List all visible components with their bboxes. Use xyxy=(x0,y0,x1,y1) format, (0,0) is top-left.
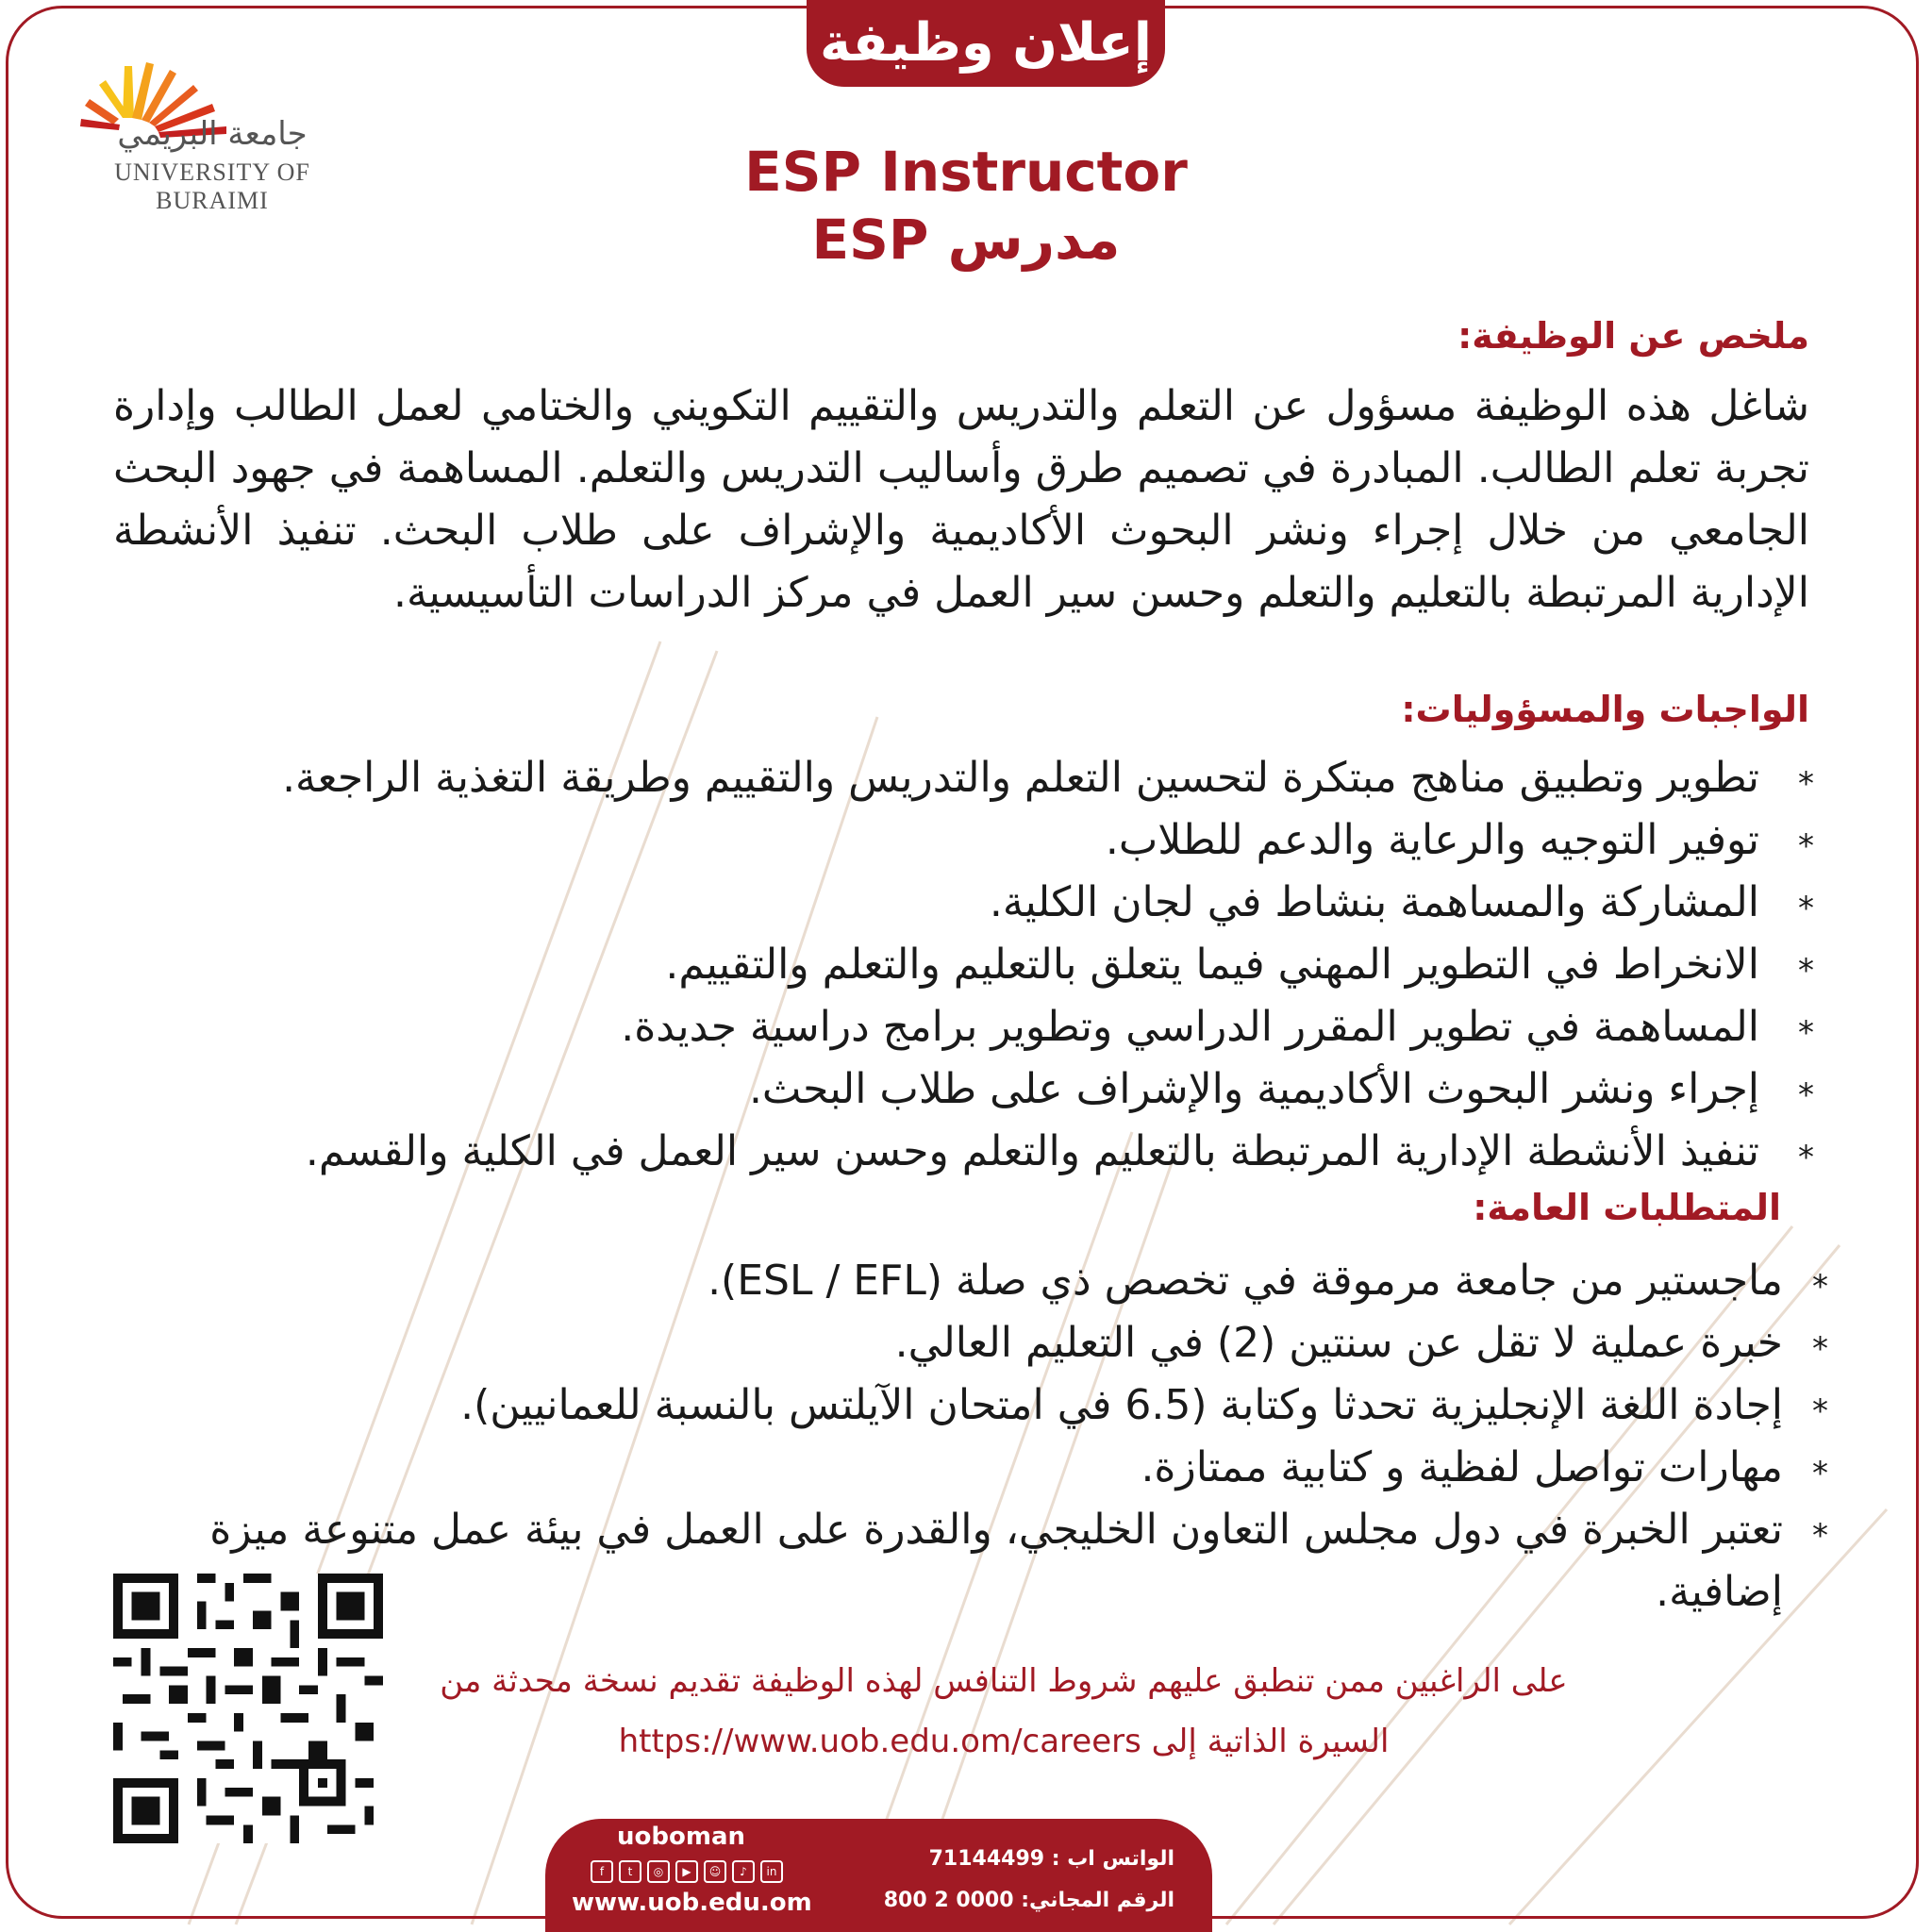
whatsapp-number: الواتس اب : 71144499 xyxy=(928,1847,1174,1871)
bullet-star-icon: * xyxy=(1812,1268,1828,1306)
tollfree-number: الرقم المجاني: 0000 2 800 xyxy=(883,1889,1174,1912)
job-announcement-badge: إعلان وظيفة xyxy=(807,0,1165,87)
careers-link[interactable]: السيرة الذاتية إلى https://www.uob.edu.om/careers xyxy=(618,1723,1390,1760)
bullet-star-icon: * xyxy=(1812,1392,1828,1430)
summary-text: شاغل هذه الوظيفة مسؤول عن التعلم والتدريس والتقييم التكويني والختامي لعمل الطالب وإدارة تجربة تعلم الطالب. المبادرة في تصميم طرق وأساليب التدريس والتعلم. المساهمة في جهود البحث الجامعي من خلال إجراء ونشر البحوث الأكاديمية والإشراف على طلاب البحث. تنفيذ الأنشطة الإدارية المرتبطة بالتعليم والتعلم وحسن سير العمل في مركز الدراسات التأسيسية. xyxy=(113,382,1809,617)
job-title-arabic: مدرس ESP xyxy=(811,208,1121,272)
bullet-star-icon: * xyxy=(1812,1455,1828,1492)
list-item: * خبرة عملية لا تقل عن سنتين (2) في التعليم العالي. xyxy=(108,1312,1828,1374)
tiktok-icon[interactable]: ♪ xyxy=(732,1860,755,1883)
job-title-english: ESP Instructor xyxy=(744,140,1188,204)
list-item: * مهارات تواصل لفظية و كتابية ممتازة. xyxy=(108,1437,1828,1499)
list-item: * تنفيذ الأنشطة الإدارية المرتبطة بالتعليم والتعلم وحسن سير العمل في الكلية والقسم. xyxy=(142,1121,1814,1183)
instagram-icon[interactable]: ◎ xyxy=(647,1860,670,1883)
list-item: * إجراء ونشر البحوث الأكاديمية والإشراف على طلاب البحث. xyxy=(142,1058,1814,1121)
social-icons xyxy=(591,1860,783,1883)
bullet-star-icon: * xyxy=(1812,1517,1828,1555)
list-item: * ماجستير من جامعة مرموقة في تخصص ذي صلة (ESL / EFL). xyxy=(108,1250,1828,1312)
social-handle[interactable]: uoboman xyxy=(617,1823,745,1851)
facebook-icon[interactable]: f xyxy=(591,1860,613,1883)
qr-code[interactable] xyxy=(113,1574,383,1843)
footer-website[interactable]: www.uob.edu.om xyxy=(572,1889,812,1917)
list-item: * توفير التوجيه والرعاية والدعم للطلاب. xyxy=(142,809,1814,872)
list-item: * الانخراط في التطوير المهني فيما يتعلق بالتعليم والتعلم والتقييم. xyxy=(142,934,1814,996)
youtube-icon[interactable]: ▶ xyxy=(675,1860,698,1883)
bullet-star-icon: * xyxy=(1798,1014,1814,1052)
snapchat-icon[interactable]: ☺ xyxy=(704,1860,726,1883)
list-item: * المساهمة في تطوير المقرر الدراسي وتطوير برامج دراسية جديدة. xyxy=(142,996,1814,1058)
logo-english-name: UNIVERSITY OF BURAIMI xyxy=(114,158,310,214)
duties-list xyxy=(142,747,1814,1183)
logo-arabic-name: جامعة البريمي xyxy=(117,115,308,153)
twitter-icon[interactable]: t xyxy=(619,1860,641,1883)
bullet-star-icon: * xyxy=(1798,1139,1814,1176)
bullet-star-icon: * xyxy=(1798,952,1814,990)
requirements-heading: المتطلبات العامة: xyxy=(1473,1187,1781,1228)
duties-heading: الواجبات والمسؤوليات: xyxy=(1401,689,1809,730)
summary-heading: ملخص عن الوظيفة: xyxy=(1457,315,1809,357)
bullet-star-icon: * xyxy=(1812,1330,1828,1368)
apply-instructions: على الراغبين ممن تنطبق عليهم شروط التنافس لهذه الوظيفة تقديم نسخة محدثة من xyxy=(440,1662,1568,1700)
bullet-star-icon: * xyxy=(1798,1076,1814,1114)
requirements-list xyxy=(108,1250,1828,1624)
list-item: * تطوير وتطبيق مناهج مبتكرة لتحسين التعلم والتدريس والتقييم وطريقة التغذية الراجعة. xyxy=(142,747,1814,809)
list-item: * تعتبر الخبرة في دول مجلس التعاون الخليجي، والقدرة على العمل في بيئة عمل متنوعة ميزة إضافية. xyxy=(209,1506,1828,1616)
bullet-star-icon: * xyxy=(1798,765,1814,803)
footer-contact-bar xyxy=(545,1819,1212,1932)
bullet-star-icon: * xyxy=(1798,890,1814,927)
list-item: * إجادة اللغة الإنجليزية تحدثا وكتابة (6.5 في امتحان الآيلتس بالنسبة للعمانيين). xyxy=(108,1374,1828,1437)
bullet-star-icon: * xyxy=(1798,827,1814,865)
list-item: * المشاركة والمساهمة بنشاط في لجان الكلية. xyxy=(142,872,1814,934)
linkedin-icon[interactable]: in xyxy=(760,1860,783,1883)
